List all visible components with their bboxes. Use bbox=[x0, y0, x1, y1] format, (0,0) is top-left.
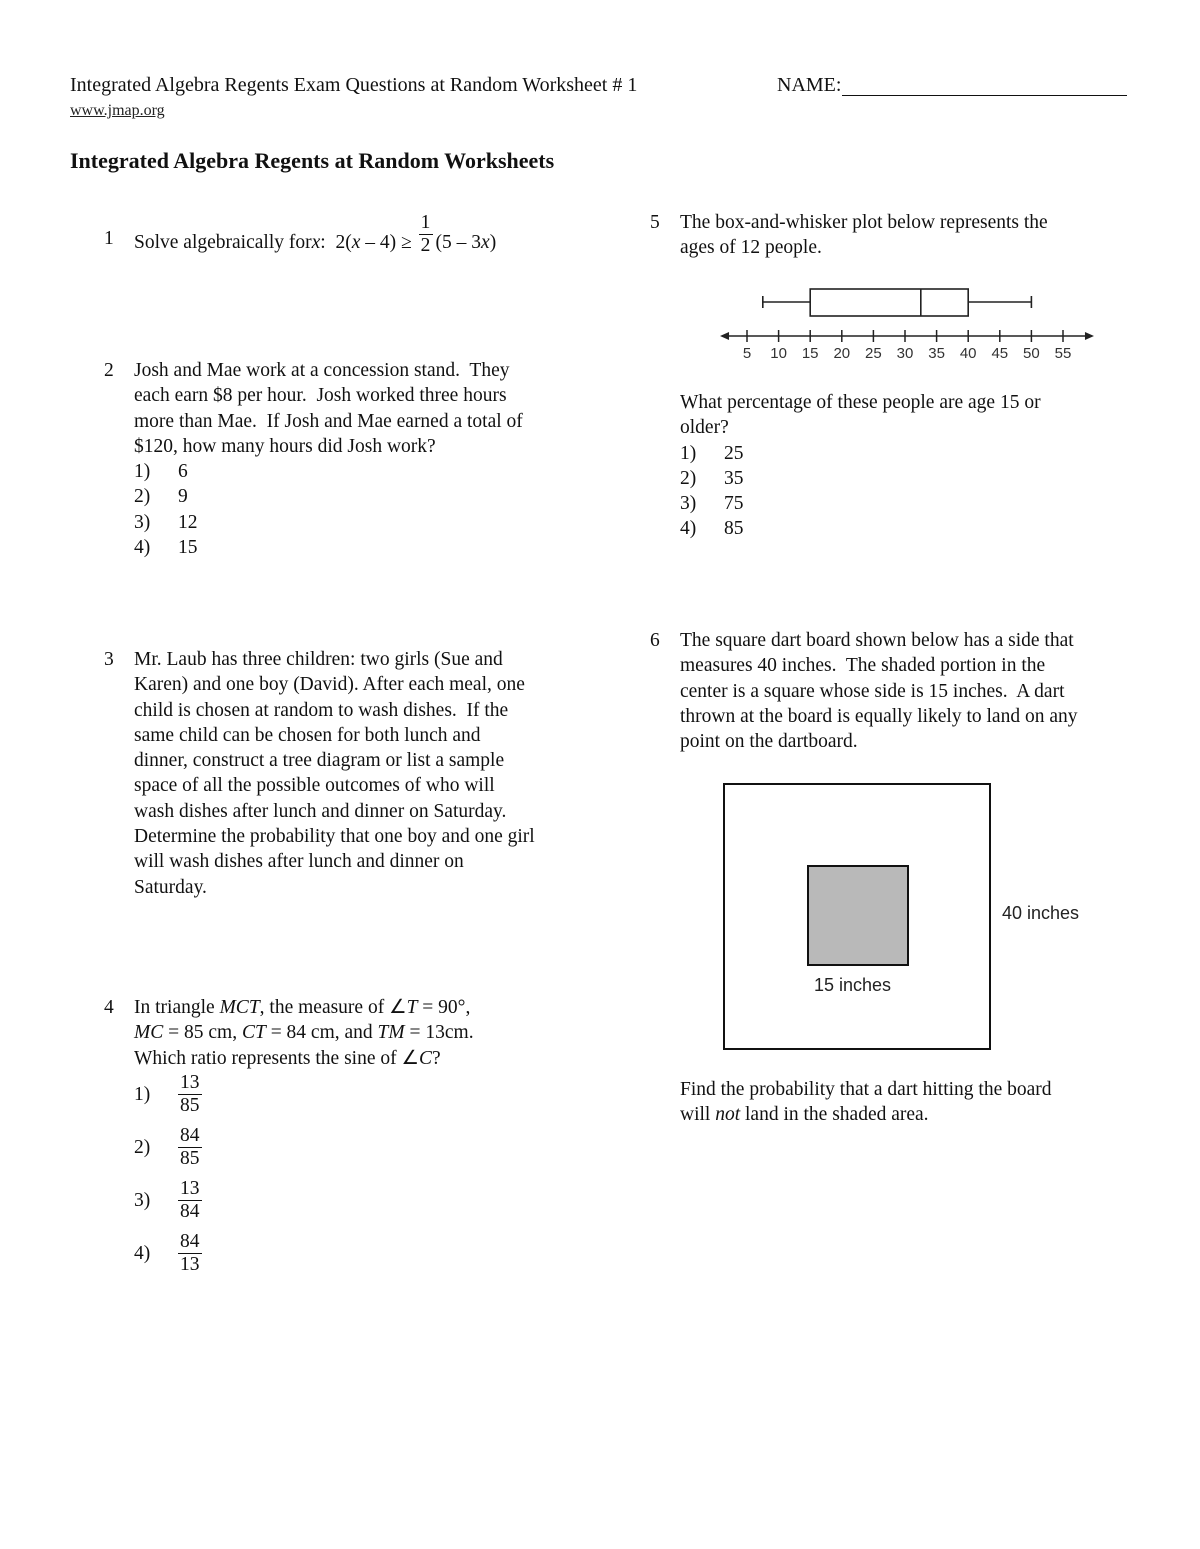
denominator: 85 bbox=[180, 1147, 200, 1169]
option-value: 15 bbox=[178, 537, 198, 559]
box-plot-marks bbox=[763, 289, 1032, 316]
text: = 85 cm, bbox=[163, 1022, 242, 1044]
answer-option[interactable] bbox=[134, 1231, 474, 1276]
answer-option[interactable] bbox=[134, 484, 523, 509]
page-title: Integrated Algebra Regents at Random Worksheets bbox=[70, 148, 555, 173]
option-label: 4) bbox=[134, 1242, 151, 1264]
option-label: 3) bbox=[134, 511, 151, 533]
tick-label: 45 bbox=[991, 345, 1009, 362]
text-line: Find the probability that a dart hitting the board bbox=[680, 1079, 1052, 1100]
text-line: ages of 12 people. bbox=[680, 237, 822, 259]
option-label: 1) bbox=[134, 1083, 151, 1105]
denominator: 85 bbox=[180, 1094, 200, 1116]
question-number: 1 bbox=[104, 228, 114, 249]
question-number: 6 bbox=[650, 630, 660, 651]
text: land in the shaded area. bbox=[740, 1104, 929, 1126]
text: , the measure of ∠ bbox=[259, 997, 407, 1018]
answer-option[interactable] bbox=[134, 535, 523, 560]
tick-label: 55 bbox=[1054, 345, 1072, 362]
option-label: 1) bbox=[680, 442, 697, 464]
dartboard-shaded-square bbox=[807, 865, 909, 966]
question-number: 2 bbox=[104, 360, 114, 381]
text-line: wash dishes after lunch and dinner on Saturday. bbox=[134, 800, 507, 822]
answer-option[interactable] bbox=[680, 491, 1150, 516]
question-6-prompt bbox=[680, 1077, 1150, 1128]
text: = 84 cm, and bbox=[265, 1022, 378, 1044]
text: Which ratio represents the sine of ∠ bbox=[134, 1047, 419, 1069]
variable-x: x bbox=[311, 231, 321, 253]
denominator: 84 bbox=[180, 1200, 200, 1222]
text: 2( bbox=[335, 231, 352, 253]
text-line bbox=[134, 995, 474, 1020]
tick-label: 5 bbox=[742, 345, 752, 362]
tick-label: 15 bbox=[801, 345, 819, 362]
option-value: 25 bbox=[724, 442, 744, 464]
option-label: 1) bbox=[134, 461, 151, 483]
number-line-axis bbox=[720, 332, 1094, 340]
question-text bbox=[680, 628, 1078, 754]
answer-option[interactable] bbox=[680, 466, 1150, 491]
header-title: Integrated Algebra Regents Exam Questions at Random Worksheet # 1 bbox=[70, 74, 638, 96]
option-value: 35 bbox=[724, 467, 744, 489]
option-label: 2) bbox=[134, 1136, 151, 1158]
option-value: 9 bbox=[178, 486, 188, 508]
text-line: The square dart board shown below has a side that bbox=[680, 630, 1074, 651]
text-line: Josh and Mae work at a concession stand. They bbox=[134, 360, 510, 381]
numerator: 84 bbox=[180, 1230, 200, 1252]
text-line: Determine the probability that one boy and one girl bbox=[134, 826, 535, 848]
text: – 4) ≥ bbox=[360, 231, 417, 253]
text: (5 – 3 bbox=[435, 231, 482, 253]
axis-arrow-left bbox=[720, 332, 729, 340]
tick-label: 40 bbox=[959, 345, 977, 362]
text: = 13cm. bbox=[404, 1022, 474, 1044]
text-line: dinner, construct a tree diagram or list a sample bbox=[134, 750, 505, 772]
answer-option[interactable] bbox=[680, 441, 1150, 466]
text: ? bbox=[431, 1047, 441, 1069]
question-text bbox=[134, 212, 497, 259]
tick-label: 10 bbox=[770, 345, 787, 362]
option-label: 2) bbox=[680, 467, 697, 489]
text-line bbox=[134, 1046, 474, 1071]
text: In triangle bbox=[134, 997, 220, 1018]
text-line: child is chosen at random to wash dishes. If the bbox=[134, 699, 509, 721]
numerator: 13 bbox=[180, 1071, 200, 1093]
text-line: older? bbox=[680, 417, 729, 439]
text-line: each earn $8 per hour. Josh worked three hours bbox=[134, 385, 507, 407]
answer-option[interactable] bbox=[134, 510, 523, 535]
text: : bbox=[320, 231, 326, 253]
variable-x: x bbox=[481, 231, 490, 253]
text-line bbox=[134, 1020, 474, 1045]
text: ) bbox=[489, 231, 497, 253]
text-line: center is a square whose side is 15 inches. A dart bbox=[680, 680, 1065, 702]
interquartile-box bbox=[810, 289, 968, 316]
option-fraction bbox=[178, 1072, 202, 1117]
question-number: 3 bbox=[104, 649, 114, 670]
question-5-prompt bbox=[680, 390, 1150, 542]
dartboard-outer-square bbox=[723, 783, 991, 1050]
segment-ct: CT bbox=[241, 1022, 266, 1044]
numerator: 1 bbox=[420, 212, 431, 233]
option-fraction bbox=[178, 1178, 202, 1223]
denominator: 13 bbox=[180, 1253, 200, 1275]
tick-label: 35 bbox=[928, 345, 945, 362]
numerator: 13 bbox=[180, 1177, 200, 1199]
option-label: 2) bbox=[134, 486, 151, 508]
text-line: Saturday. bbox=[134, 876, 207, 898]
question-text bbox=[134, 358, 523, 560]
text-line: space of all the possible outcomes of who will bbox=[134, 775, 495, 797]
question-text bbox=[134, 647, 535, 900]
answer-option[interactable] bbox=[134, 459, 523, 484]
question-number: 5 bbox=[650, 212, 660, 233]
text: will bbox=[680, 1104, 716, 1126]
worksheet-header bbox=[70, 74, 842, 97]
website-link[interactable]: www.jmap.org bbox=[70, 102, 165, 119]
option-fraction bbox=[178, 1125, 202, 1170]
question-text bbox=[134, 995, 474, 1276]
question-text bbox=[680, 210, 1048, 261]
vertex-c: C bbox=[418, 1047, 432, 1069]
vertex-t: T bbox=[406, 997, 418, 1018]
variable-x: x bbox=[351, 231, 361, 253]
option-value: 75 bbox=[724, 493, 744, 515]
segment-tm: TM bbox=[377, 1022, 405, 1044]
answer-option[interactable] bbox=[134, 1178, 474, 1223]
answer-option[interactable] bbox=[134, 1125, 474, 1170]
tick-label: 50 bbox=[1023, 345, 1040, 362]
fraction-one-half bbox=[419, 212, 433, 257]
answer-option[interactable] bbox=[134, 1072, 474, 1117]
tick-label: 25 bbox=[865, 345, 882, 362]
text-line: The box-and-whisker plot below represents the bbox=[680, 212, 1048, 233]
answer-option[interactable] bbox=[680, 516, 1150, 541]
text-line: will wash dishes after lunch and dinner on bbox=[134, 851, 464, 873]
axis-arrow-right bbox=[1085, 332, 1094, 340]
text-line: Mr. Laub has three children: two girls (Sue and bbox=[134, 649, 503, 670]
segment-mc: MC bbox=[134, 1022, 164, 1044]
text-line: $120, how many hours did Josh work? bbox=[134, 435, 436, 457]
text-line: Karen) and one boy (David). After each meal, one bbox=[134, 674, 525, 696]
triangle-name: MCT bbox=[219, 997, 260, 1018]
text-line: same child can be chosen for both lunch and bbox=[134, 724, 481, 746]
text-line: thrown at the board is equally likely to land on any bbox=[680, 705, 1078, 727]
name-label: NAME: bbox=[777, 74, 842, 96]
text-line: point on the dartboard. bbox=[680, 731, 858, 753]
option-value: 6 bbox=[178, 461, 188, 483]
inner-side-label: 15 inches bbox=[814, 975, 892, 995]
option-label: 4) bbox=[680, 518, 697, 540]
emphasis-not: not bbox=[715, 1104, 741, 1126]
numerator: 84 bbox=[180, 1124, 200, 1146]
option-label: 3) bbox=[134, 1189, 151, 1211]
question-number: 4 bbox=[104, 997, 114, 1018]
box-and-whisker-plot bbox=[700, 280, 1110, 370]
tick-label: 20 bbox=[833, 345, 851, 362]
option-value: 12 bbox=[178, 511, 198, 533]
text: Solve algebraically for bbox=[134, 231, 312, 253]
text-line bbox=[680, 1102, 1150, 1127]
denominator: 2 bbox=[420, 235, 431, 256]
text-line: more than Mae. If Josh and Mae earned a total of bbox=[134, 410, 523, 432]
option-label: 4) bbox=[134, 537, 151, 559]
option-value: 85 bbox=[724, 518, 744, 540]
axis-ticks bbox=[743, 330, 1072, 362]
name-field[interactable] bbox=[842, 95, 1127, 96]
text-line: measures 40 inches. The shaded portion in the bbox=[680, 655, 1046, 677]
option-fraction bbox=[178, 1231, 202, 1276]
option-label: 3) bbox=[680, 493, 697, 515]
text: = 90°, bbox=[417, 997, 471, 1018]
outer-side-label: 40 inches bbox=[1002, 903, 1080, 923]
text-line: What percentage of these people are age 15 or bbox=[680, 392, 1041, 413]
tick-label: 30 bbox=[896, 345, 914, 362]
